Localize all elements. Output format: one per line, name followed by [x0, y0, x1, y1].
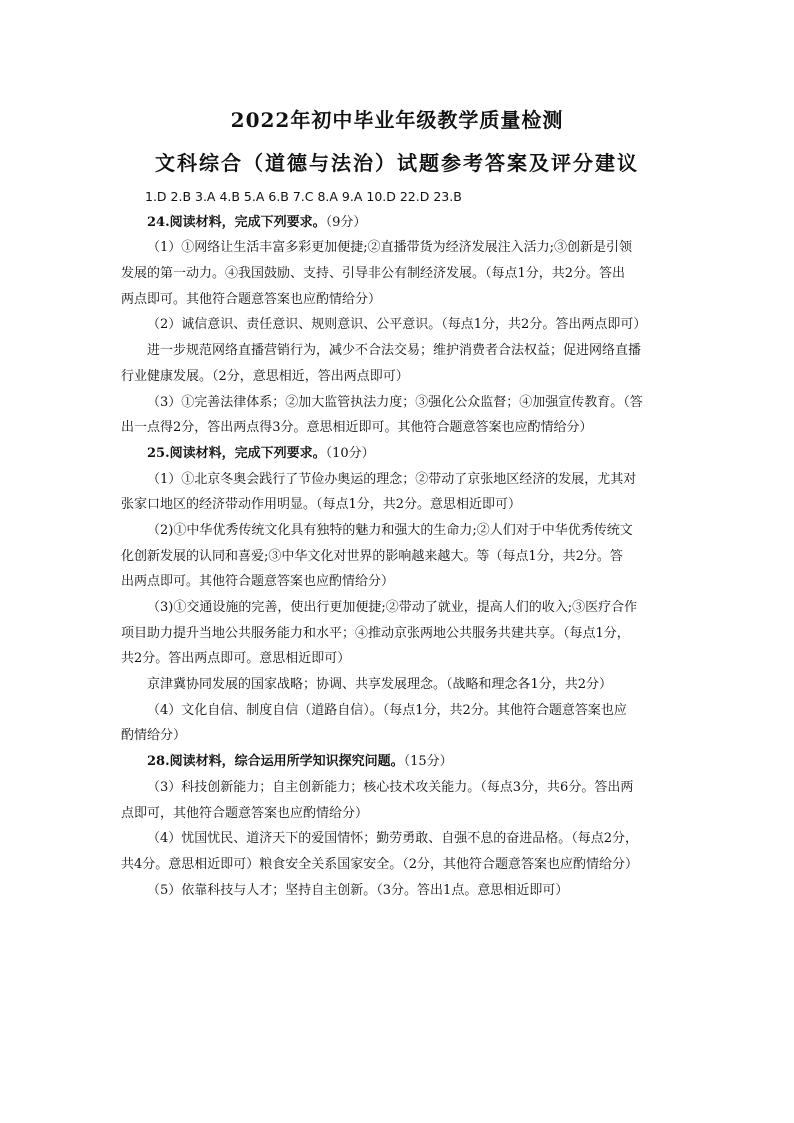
question-24-heading [121, 210, 681, 236]
q25-part3-line: 京津冀协同发展的国家战略；协调、共享发展理念。（战略和理念各1分，共2分） [147, 677, 613, 693]
q28-part3-line: 点即可，其他符合题意答案也应酌情给分） [121, 805, 369, 821]
q25-part4-line: （4）文化自信、制度自信（道路自信）。（每点1分，共2分。其他符合题意答案也应 [147, 702, 627, 718]
q25-part3-line: 共2分。答出两点即可。意思相近即可） [121, 651, 351, 667]
q24-part1-line: 发展的第一动力。④我国鼓励、支持、引导非公有制经济发展。（每点1分，共2分。答出 [121, 266, 626, 282]
q28-part5-line: （5）依靠科技与人才；坚持自主创新。（3分。答出1点。意思相近即可） [147, 882, 569, 898]
q24-part1-line: （1）①网络让生活丰富多彩更加便捷;②直播带货为经济发展注入活力;③创新是引领 [147, 240, 633, 256]
choice-answers: 1.D 2.B 3.A 4.B 5.A 6.B 7.C 8.A 9.A 10.D 22.D 23.B [145, 189, 462, 204]
question-28-heading [121, 749, 681, 775]
question-24-score: （9分） [325, 214, 367, 230]
page-title: 2022年初中毕业年级教学质量检测 [230, 108, 564, 132]
q24-part2-line: （2）诚信意识、责任意识、规则意识、公平意识。（每点1分，共2分。答出两点即可） [147, 317, 647, 333]
q24-part3-line: （3）①完善法律体系；②加大监管执法力度；③强化公众监督；④加强宣传教育。（答 [147, 394, 643, 410]
question-28-score: （15分） [403, 754, 453, 770]
q25-part3-line: （3)①交通设施的完善，使出行更加便捷;②带动了就业，提高人们的收入;③医疗合作 [147, 600, 638, 615]
q24-part3-line: 出一点得2分，答出两点得3分。意思相近即可。其他符合题意答案也应酌情给分） [121, 420, 593, 436]
question-25-title: 25.阅读材料，完成下列要求。 [147, 445, 326, 461]
q28-part4-line: 共4分。意思相近即可）粮食安全关系国家安全。（2分，其他符合题意答案也应酌情给分） [121, 856, 639, 872]
q25-part2-line: 出两点即可。其他符合题意答案也应酌情给分） [121, 574, 395, 590]
q25-part1-line: 张家口地区的经济带动作用明显。（每点1分，共2分。意思相近即可） [121, 497, 522, 513]
q25-part2-line: （2)①中华优秀传统文化具有独特的魅力和强大的生命力;②人们对于中华优秀传统文 [147, 522, 633, 538]
q24-part1-line: 两点即可。其他符合题意答案也应酌情给分） [121, 291, 382, 307]
question-25-score: （10分） [325, 445, 375, 461]
q25-part1-line: （1）①北京冬奥会践行了节俭办奥运的理念；②带动了京张地区经济的发展，尤其对 [147, 471, 637, 487]
question-28-title: 28.阅读材料，综合运用所学知识探究问题。 [147, 754, 404, 770]
q24-part2-line: 行业健康发展。（2分，意思相近，答出两点即可） [121, 368, 409, 384]
q25-part3-line: 项目助力提升当地公共服务能力和水平；④推动京张两地公共服务共建共享。（每点1分， [121, 625, 630, 641]
question-25-heading [121, 441, 681, 467]
question-24-title: 24.阅读材料，完成下列要求。 [147, 214, 326, 230]
q24-part2-line: 进一步规范网络直播营销行为，减少不合法交易；维护消费者合法权益；促进网络直播 [147, 343, 642, 359]
answer-content [121, 184, 681, 903]
q25-part2-line: 化创新发展的认同和喜爱;③中华文化对世界的影响越来越大。等（每点1分，共2分。答 [121, 548, 623, 564]
q28-part3-line: （3）科技创新能力；自主创新能力；核心技术攻关能力。（每点3分，共6分。答出两 [147, 779, 634, 795]
q28-part4-line: （4）忧国忧民、道济天下的爱国情怀；勤劳勇敢、自强不息的奋进品格。（每点2分， [147, 831, 639, 847]
page-subtitle: 文科综合（道德与法治）试题参考答案及评分建议 [155, 151, 639, 175]
q25-part4-line: 酌情给分） [121, 728, 187, 744]
